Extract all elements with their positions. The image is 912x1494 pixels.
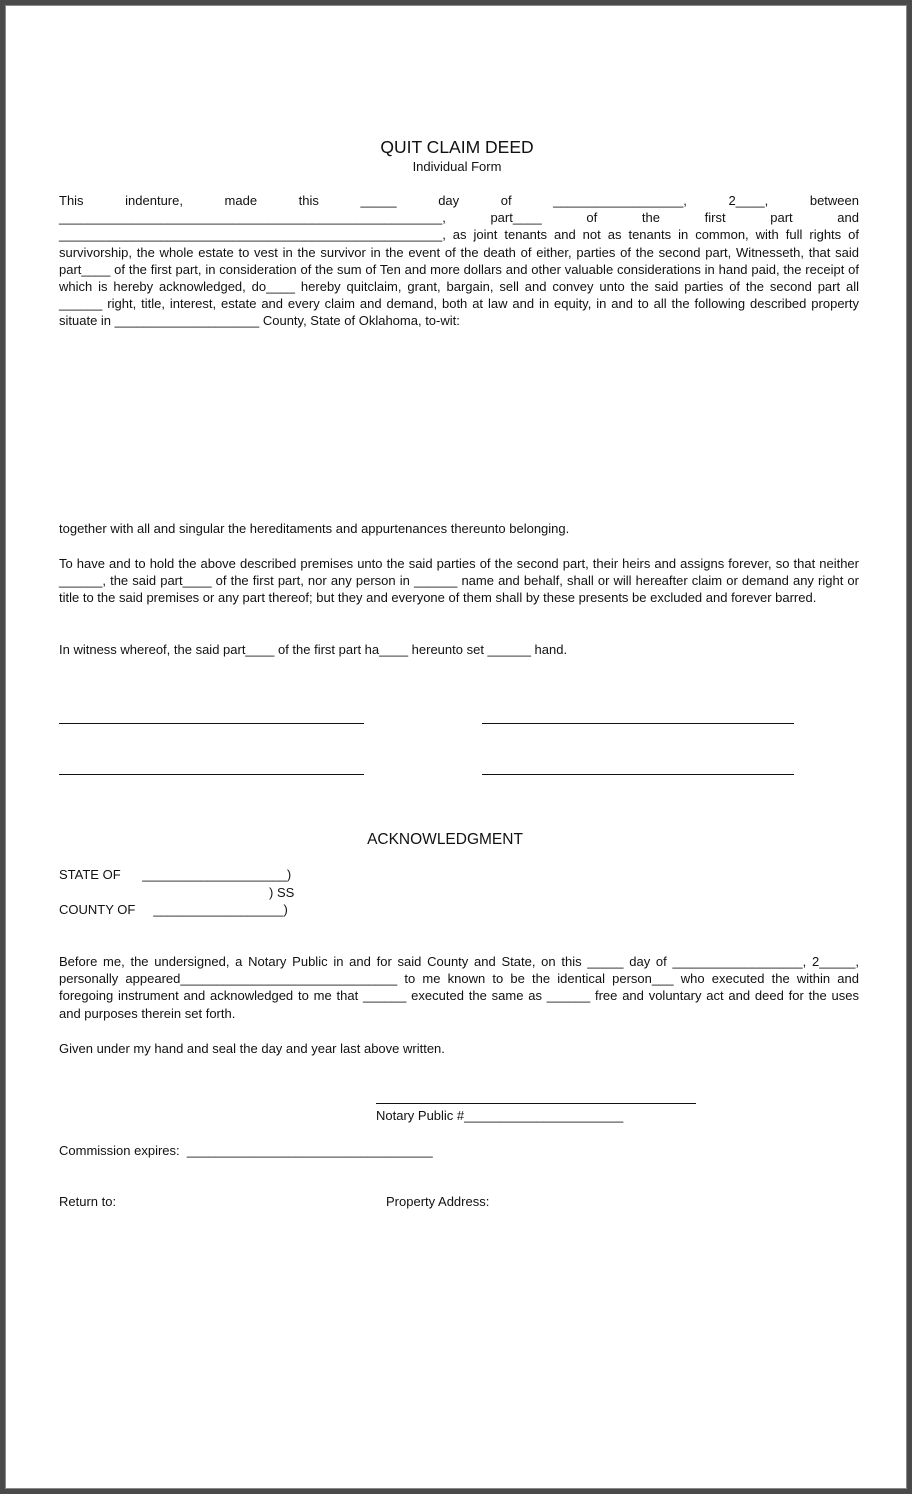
county-of-line: COUNTY OF __________________) <box>59 902 288 917</box>
indenture-paragraph: This indenture, made this _____ day of __________________, 2____, between _____________________________________________________, part____ of the first part and _____________________________________________________, as joint tenants and not as tenants in common, with full rights of survivorship, the whole estate to vest in the survivor in the event of the death of either, parties of the second part, Witnesseth, that said part____ of the first part, in consideration of the sum of Ten and more dollars and other valuable considerations in hand paid, the receipt of which is hereby acknowledged, do____ hereby quitclaim, grant, bargain, sell and convey unto the said parties of the second part all ______ right, title, interest, estate and every claim and demand, both at law and in equity, in and to all the following described property situate in ____________________ County, State of Oklahoma, to-wit: <box>59 193 859 329</box>
return-to-label: Return to: <box>59 1194 117 1209</box>
signature-line-right-2 <box>482 774 794 775</box>
property-address-label: Property Address: <box>386 1194 490 1209</box>
acknowledgment-heading: ACKNOWLEDGMENT <box>367 831 523 848</box>
document-subtitle: Individual Form <box>412 159 502 174</box>
notary-public-label: Notary Public #______________________ <box>376 1108 624 1123</box>
before-me-paragraph: Before me, the undersigned, a Notary Public in and for said County and State, on this _____ day of __________________, 2_____, personally appeared______________________________ to me known to be the identical person___ who executed the within and foregoing instrument and acknowledged to me that ______ executed the same as ______ free and voluntary act and deed for the uses and purposes therein set forth. <box>59 954 859 1021</box>
witness-paragraph: In witness whereof, the said part____ of the first part ha____ hereunto set ______ hand. <box>59 642 568 657</box>
ss-marker: ) SS <box>269 885 295 900</box>
given-under-paragraph: Given under my hand and seal the day and year last above written. <box>59 1041 445 1056</box>
document-page <box>5 5 907 1489</box>
state-of-line: STATE OF ____________________) <box>59 867 292 882</box>
notary-signature-line <box>376 1103 696 1104</box>
commission-expires-line: Commission expires: __________________________________ <box>59 1143 433 1158</box>
together-paragraph: together with all and singular the hereditaments and appurtenances thereunto belonging. <box>59 521 570 536</box>
signature-line-right-1 <box>482 723 794 724</box>
to-have-paragraph: To have and to hold the above described premises unto the said parties of the second part, their heirs and assigns forever, so that neither ______, the said part____ of the first part, nor any person in ______ name and behalf, shall or will hereafter claim or demand any right or title to the said premises or any part thereof; but they and everyone of them shall by these presents be excluded and forever barred. <box>59 556 859 606</box>
document-title: QUIT CLAIM DEED <box>380 137 534 157</box>
signature-line-left-2 <box>59 774 364 775</box>
signature-line-left-1 <box>59 723 364 724</box>
